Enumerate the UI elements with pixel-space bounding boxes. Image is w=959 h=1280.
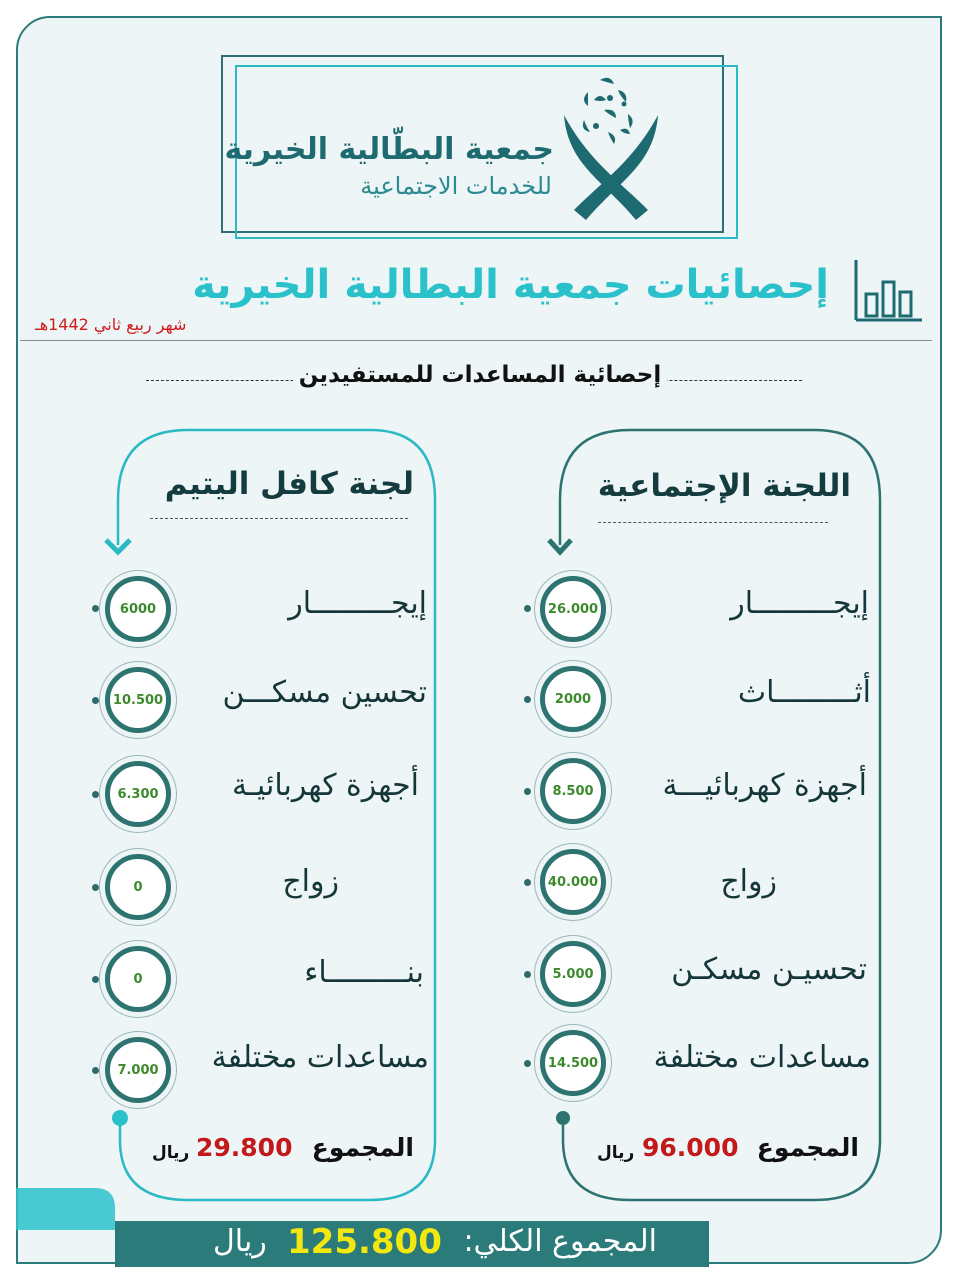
logo-name: جمعية البطّالية الخيرية <box>224 132 554 167</box>
item-label: إيجـــــــــار <box>730 586 869 621</box>
value-circle: 5.000 <box>540 941 606 1007</box>
grand-total-label: المجموع الكلي: <box>463 1224 657 1259</box>
value-circle: 2000 <box>540 666 606 732</box>
total-label: المجموع <box>756 1133 859 1162</box>
orphan-sponsor-heading: لجنة كافل اليتيم <box>164 466 414 502</box>
report-date: شهر ربيع ثاني 1442هـ <box>35 315 187 334</box>
item-label: زواج <box>282 864 339 899</box>
item-label: إيجـــــــــار <box>288 586 427 621</box>
grand-total-currency: ريال <box>213 1224 267 1259</box>
heading-divider <box>150 518 408 519</box>
value-circle: 6.300 <box>105 761 171 827</box>
value-circle: 0 <box>105 854 171 920</box>
total-value: 96.000 <box>642 1133 739 1162</box>
currency-label: ريال <box>597 1143 635 1163</box>
item-label: مساعدات مختلفة <box>653 1040 871 1075</box>
item-label: مساعدات مختلفة <box>211 1040 429 1075</box>
item-label: زواج <box>720 864 777 899</box>
item-label: أثـــــــــاث <box>737 675 871 710</box>
value-circle: 6000 <box>105 576 171 642</box>
social-committee-heading: اللجنة الإجتماعية <box>597 468 851 504</box>
item-label: أجهزة كهربائيـــة <box>662 768 867 803</box>
total-label: المجموع <box>311 1133 414 1162</box>
page-title: إحصائيات جمعية البطالية الخيرية <box>192 262 829 308</box>
heading-divider <box>598 522 828 523</box>
value-circle: 8.500 <box>540 758 606 824</box>
item-label: أجهزة كهربائيـة <box>232 768 419 803</box>
value-circle: 26.000 <box>540 576 606 642</box>
item-label: بنـــــــــاء <box>304 955 424 990</box>
grand-total-value: 125.800 <box>287 1222 442 1262</box>
section-title: إحصائية المساعدات للمستفيدين <box>270 362 690 388</box>
item-label: تحسين مسكـــن <box>222 675 427 710</box>
value-circle: 0 <box>105 946 171 1012</box>
total-value: 29.800 <box>196 1133 293 1162</box>
logo-subtitle: للخدمات الاجتماعية <box>360 172 552 200</box>
value-circle: 40.000 <box>540 849 606 915</box>
value-circle: 7.000 <box>105 1037 171 1103</box>
currency-label: ريال <box>152 1143 190 1163</box>
value-circle: 10.500 <box>105 667 171 733</box>
item-label: تحسيـن مسكـن <box>671 952 867 987</box>
value-circle: 14.500 <box>540 1030 606 1096</box>
